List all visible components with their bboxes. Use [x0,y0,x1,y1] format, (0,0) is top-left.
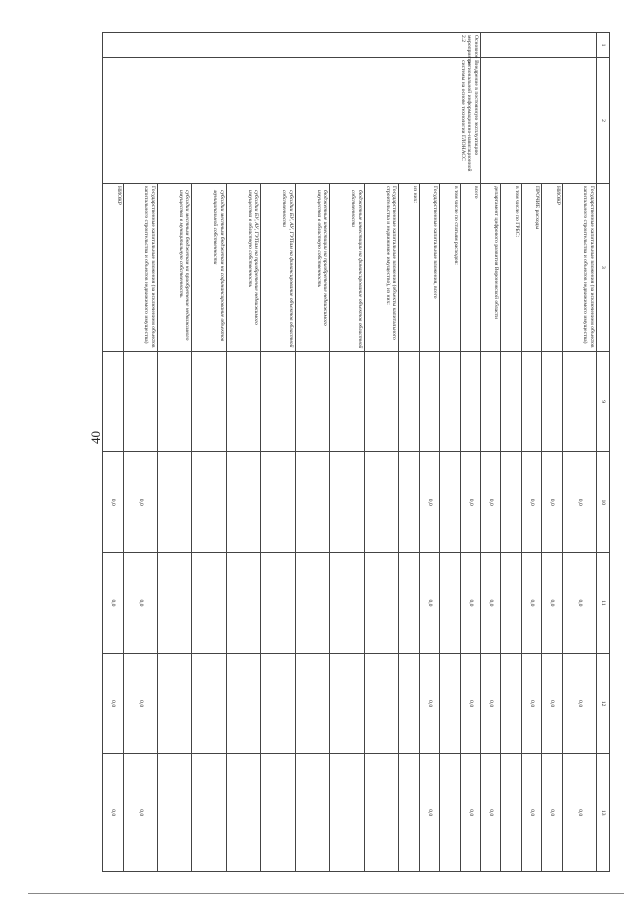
value-cell-12: 0,0 [562,653,596,754]
budget-table [102,32,610,872]
value-cell-13 [192,754,226,872]
header-cell: 10 [597,452,610,553]
value-cell-11: 0,0 [460,553,480,654]
value-cell-10: 0,0 [521,452,541,553]
value-cell-11 [226,553,260,654]
value-cell-11 [501,553,521,654]
row-description: Государственные капитальные вложения (за исключением объектов капитального строительства и объектов недвижимого имущества) [123,184,157,352]
header-cell: 12 [597,653,610,754]
value-cell-10 [295,452,329,553]
value-cell-11: 0,0 [480,553,500,654]
value-cell-9 [399,351,419,452]
value-cell-13 [364,754,398,872]
value-cell-12 [399,653,419,754]
row-description: Государственные капитальные вложения, всего [419,184,439,352]
value-cell-13 [226,754,260,872]
row-description: бюджетные инвестиции на приобретение недвижимого имущества в областную собственность [295,184,329,352]
value-cell-9 [226,351,260,452]
value-cell-12 [364,653,398,754]
value-cell-10 [364,452,398,553]
value-cell-12 [440,653,460,754]
value-cell-10 [330,452,364,553]
value-cell-9 [501,351,521,452]
value-cell-10: 0,0 [103,452,124,553]
value-cell-9 [330,351,364,452]
row-description: Государственные капитальные вложения (за исключением объектов капитального строительства и объектов недвижимого имущества) [562,184,596,352]
value-cell-13: 0,0 [521,754,541,872]
value-cell-11 [158,553,192,654]
page-bottom-line [28,893,624,894]
value-cell-10 [261,452,295,553]
row-description: субсидии местным бюджетам на софинансирование объектов муниципальной собственности [192,184,226,352]
value-cell-11: 0,0 [103,553,124,654]
row-description: субсидии БУ, АУ, ГУПам на приобретение недвижимого имущества в областную собственность [226,184,260,352]
value-cell-11: 0,0 [521,553,541,654]
value-cell-10 [440,452,460,553]
value-cell-13 [295,754,329,872]
value-cell-12: 0,0 [103,653,124,754]
value-cell-10 [192,452,226,553]
value-cell-11 [295,553,329,654]
table-row [562,33,596,872]
value-cell-12 [192,653,226,754]
col2-cell [480,58,596,184]
header-cell: 1 [597,33,610,58]
row-description: субсидии БУ, АУ, ГУПам на финансирование объектов областной собственности [261,184,295,352]
value-cell-9 [562,351,596,452]
value-cell-9 [158,351,192,452]
row-description: НИОКР [103,184,124,352]
value-cell-9 [364,351,398,452]
row-description: ПРОЧИЕ расходы [521,184,541,352]
value-cell-9 [542,351,562,452]
value-cell-9 [261,351,295,452]
row-description: в том числе по статьям расходов: [440,184,460,352]
value-cell-13: 0,0 [419,754,439,872]
measure-title: Внедрение в постоянную эксплуатацию региональной информационно-навигационной системы на основе технологии ГЛОНАСС [103,58,481,184]
value-cell-12: 0,0 [123,653,157,754]
value-cell-11: 0,0 [562,553,596,654]
header-cell: 9 [597,351,610,452]
rotated-table-container [102,32,610,872]
value-cell-10 [226,452,260,553]
value-cell-12: 0,0 [521,653,541,754]
value-cell-13: 0,0 [460,754,480,872]
value-cell-13 [158,754,192,872]
col1-cell [480,33,596,58]
value-cell-10: 0,0 [542,452,562,553]
value-cell-9 [295,351,329,452]
header-cell: 13 [597,754,610,872]
value-cell-12 [330,653,364,754]
value-cell-11 [192,553,226,654]
value-cell-11 [261,553,295,654]
value-cell-13: 0,0 [123,754,157,872]
value-cell-12: 0,0 [542,653,562,754]
value-cell-12 [261,653,295,754]
value-cell-11 [364,553,398,654]
row-description: бюджетные инвестиции на финансирование объектов областной собственности [330,184,364,352]
value-cell-10: 0,0 [460,452,480,553]
value-cell-10: 0,0 [562,452,596,553]
value-cell-13 [440,754,460,872]
value-cell-9 [440,351,460,452]
page-number: 40 [88,431,103,444]
value-cell-9 [480,351,500,452]
value-cell-9 [192,351,226,452]
row-description: из них: [399,184,419,352]
value-cell-10: 0,0 [419,452,439,553]
value-cell-9 [419,351,439,452]
value-cell-11: 0,0 [123,553,157,654]
row-description: НИОКР [542,184,562,352]
row-description: субсидии местным бюджетам на приобретение недвижимого имущества в муниципальную собственность [158,184,192,352]
value-cell-12 [158,653,192,754]
value-cell-13: 0,0 [542,754,562,872]
header-cell: 11 [597,553,610,654]
value-cell-11 [399,553,419,654]
value-cell-9 [460,351,480,452]
value-cell-11: 0,0 [542,553,562,654]
value-cell-13: 0,0 [562,754,596,872]
row-description: департамент цифрового развития Воронежской области [480,184,500,352]
value-cell-12 [226,653,260,754]
value-cell-11 [440,553,460,654]
value-cell-11 [330,553,364,654]
value-cell-9 [103,351,124,452]
value-cell-9 [123,351,157,452]
row-description: всего [460,184,480,352]
row-description: в том числе по ГРБС: [501,184,521,352]
value-cell-13: 0,0 [103,754,124,872]
measure-code: Основное мероприятие 2.2 [103,33,481,58]
value-cell-12: 0,0 [419,653,439,754]
value-cell-12: 0,0 [480,653,500,754]
table-row [460,33,480,872]
value-cell-9 [521,351,541,452]
value-cell-10: 0,0 [480,452,500,553]
value-cell-13: 0,0 [480,754,500,872]
header-cell: 3 [597,184,610,352]
value-cell-10 [501,452,521,553]
value-cell-10 [399,452,419,553]
value-cell-12 [295,653,329,754]
value-cell-13 [399,754,419,872]
value-cell-13 [261,754,295,872]
header-row [597,33,610,872]
value-cell-10: 0,0 [123,452,157,553]
header-cell: 2 [597,58,610,184]
value-cell-10 [158,452,192,553]
value-cell-12 [501,653,521,754]
value-cell-11: 0,0 [419,553,439,654]
row-description: Государственные капитальные вложения (объекты капитального строительства и недвижимое имущество), из них: [364,184,398,352]
value-cell-13 [501,754,521,872]
value-cell-13 [330,754,364,872]
value-cell-12: 0,0 [460,653,480,754]
